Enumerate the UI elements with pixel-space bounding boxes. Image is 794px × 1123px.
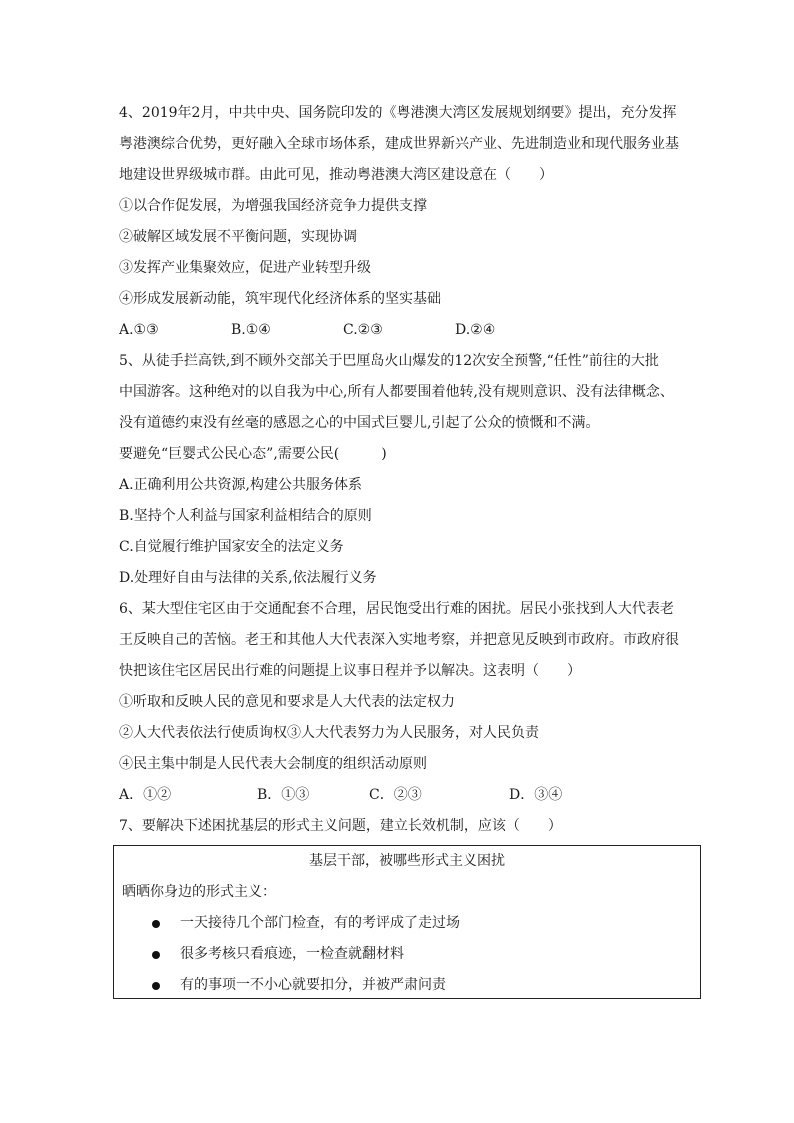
q5-option-c[interactable]: C.自觉履行维护国家安全的法定义务 [119, 539, 344, 555]
question-5 [119, 346, 709, 594]
question-6 [119, 594, 709, 811]
q4-item-1: ①以合作促发展，为增强我国经济竞争力提供支撑 [119, 198, 427, 214]
q4-option-d[interactable]: D.②④ [455, 322, 496, 338]
q7-bullet-1-text: 一天接待几个部门检查，有的考评成了走过场 [180, 915, 460, 931]
q7-bullet-3 [122, 970, 692, 1001]
q7-bullet-3-text: 有的事项一不小心就要扣分，并被严肃问责 [180, 977, 446, 993]
bullet-dot-icon [152, 951, 160, 959]
q4-item-2: ②破解区域发展不平衡问题，实现协调 [119, 229, 357, 245]
q4-stem-line-1: 4、2019年2月，中共中央、国务院印发的《粤港澳大湾区发展规划纲要》提出，充分发挥 [119, 105, 677, 121]
q6-option-a[interactable]: A．①② [119, 787, 172, 803]
q6-option-d[interactable]: D．③④ [509, 787, 563, 803]
bullet-dot-icon [152, 920, 160, 928]
q7-bullet-1 [122, 908, 692, 939]
question-page [119, 98, 709, 842]
q7-box-subtitle: 晒晒你身边的形式主义： [122, 884, 276, 900]
q4-options [119, 315, 709, 346]
q6-stem-line-1: 6、某大型住宅区由于交通配套不合理，居民饱受出行难的困扰。居民小张找到人大代表老 [119, 601, 674, 617]
q6-item-1: ①听取和反映人民的意见和要求是人大代表的法定权力 [119, 694, 455, 710]
question-7 [119, 811, 709, 842]
question-4 [119, 98, 709, 346]
q5-stem-line-1: 5、从徒手拦高铁,到不顾外交部关于巴厘岛火山爆发的12次安全预警,“任性”前往的大批 [119, 353, 659, 369]
q7-bullet-2-text: 很多考核只看痕迹，一检查就翻材料 [180, 946, 404, 962]
q7-box-title: 基层干部，被哪些形式主义困扰 [309, 853, 505, 869]
q4-stem-line-2: 粤港澳综合优势，更好融入全球市场体系，建成世界新兴产业、先进制造业和现代服务业基 [119, 136, 679, 152]
q6-option-c[interactable]: C．②③ [369, 787, 422, 803]
q7-material-box [113, 845, 701, 999]
q5-stem-line-2: 中国游客。这种绝对的以自我为中心,所有人都要围着他转,没有规则意识、没有法律概念、 [119, 384, 674, 400]
q6-stem-line-2: 王反映自己的苦恼。老王和其他人大代表深入实地考察，并把意见反映到市政府。市政府很 [119, 632, 679, 648]
q5-option-d[interactable]: D.处理好自由与法律的关系,依法履行义务 [119, 570, 377, 586]
bullet-dot-icon [152, 982, 160, 990]
q4-option-b[interactable]: B.①④ [231, 322, 271, 338]
q5-option-b[interactable]: B.坚持个人利益与国家利益相结合的原则 [119, 508, 372, 524]
q6-options [119, 780, 709, 811]
q4-option-a[interactable]: A.①③ [119, 322, 159, 338]
q6-item-2: ②人大代表依法行使质询权③人大代表努力为人民服务，对人民负责 [119, 725, 539, 741]
q4-item-4: ④形成发展新动能，筑牢现代化经济体系的坚实基础 [119, 291, 441, 307]
q7-stem-line: 7、要解决下述困扰基层的形式主义问题，建立长效机制，应该（ ） [119, 818, 562, 834]
q6-stem-line-3: 快把该住宅区居民出行难的问题提上议事日程并予以解决。这表明（ ） [119, 663, 581, 679]
q5-stem-line-4: 要避免“巨婴式公民心态”,需要公民( ) [119, 446, 387, 462]
q7-bullet-2 [122, 939, 692, 970]
q5-option-a[interactable]: A.正确利用公共资源,构建公共服务体系 [119, 477, 363, 493]
q6-option-b[interactable]: B．①③ [257, 787, 310, 803]
q4-stem-line-3: 地建设世界级城市群。由此可见，推动粤港澳大湾区建设意在（ ） [119, 167, 553, 183]
q6-item-3: ④民主集中制是人民代表大会制度的组织活动原则 [119, 756, 427, 772]
q5-stem-line-3: 没有道德约束没有丝毫的感恩之心的中国式巨婴儿,引起了公众的愤慨和不满。 [119, 415, 600, 431]
q4-item-3: ③发挥产业集聚效应，促进产业转型升级 [119, 260, 371, 276]
q4-option-c[interactable]: C.②③ [343, 322, 383, 338]
